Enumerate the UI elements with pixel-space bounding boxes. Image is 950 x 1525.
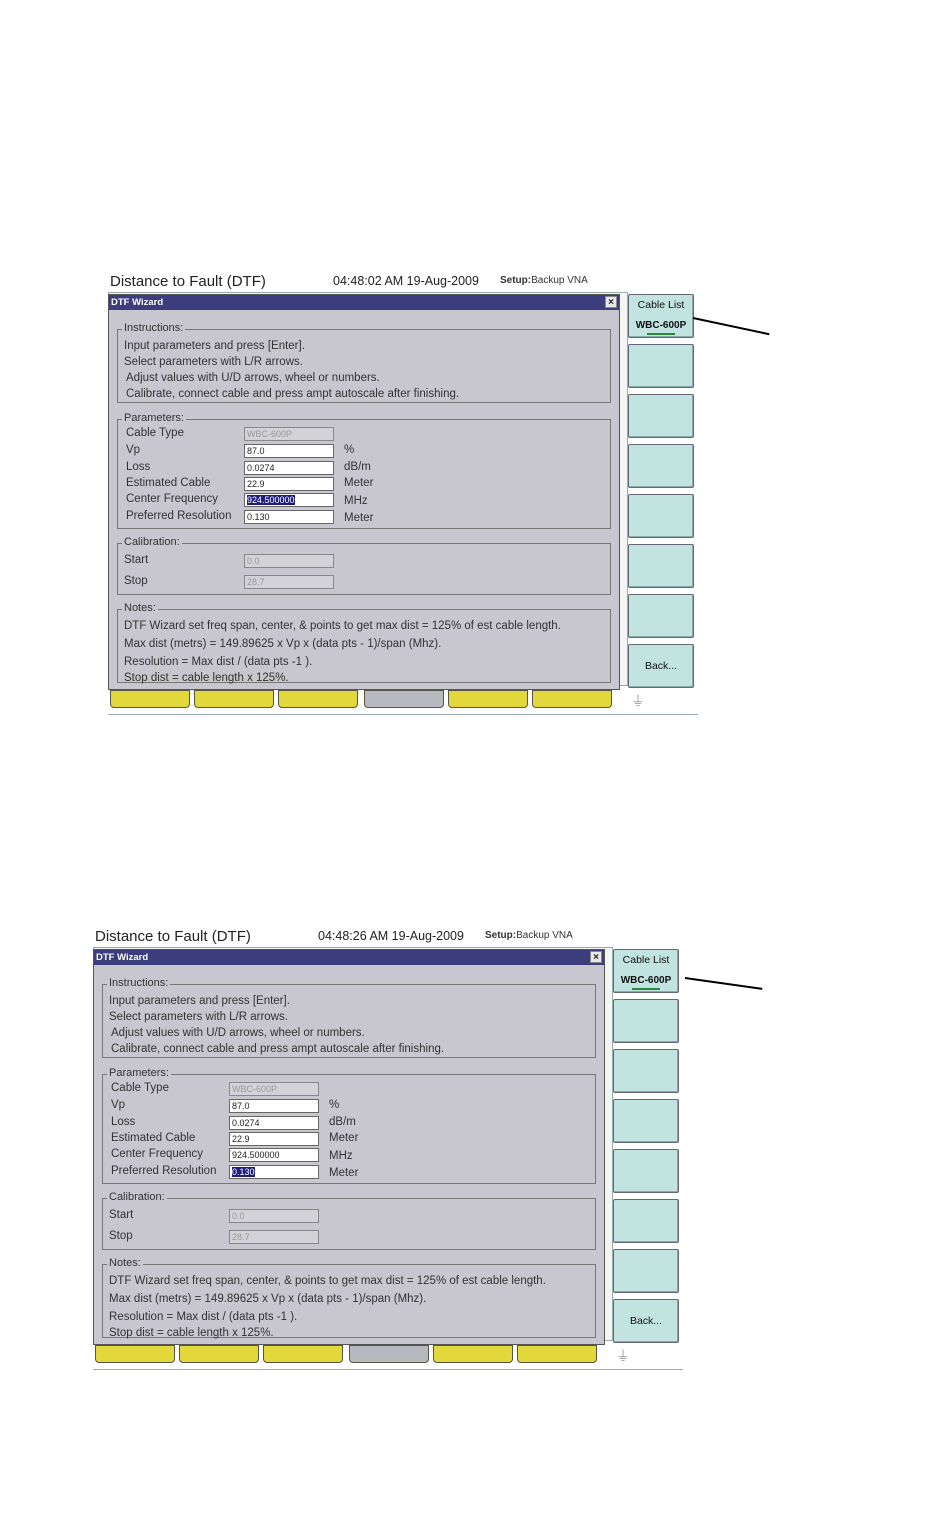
notes-label: Notes:: [109, 1257, 141, 1269]
center-frequency-field[interactable]: [229, 1148, 319, 1162]
softkey-3[interactable]: [613, 1049, 679, 1093]
preferred-resolution-field[interactable]: [244, 510, 334, 524]
field-value: WBC-600P: [247, 429, 293, 439]
setup-value: Backup VNA: [516, 930, 573, 941]
field-value: 87.0: [232, 1101, 250, 1111]
dialog-titlebar: [94, 950, 604, 965]
instruction-line: Adjust values with U/D arrows, wheel or numbers.: [126, 372, 380, 384]
estimated-cable-field[interactable]: [244, 477, 334, 491]
selection-underline: [647, 333, 675, 335]
instruction-line: Calibrate, connect cable and press ampt autoscale after finishing.: [111, 1043, 445, 1055]
bottom-menu-bar: [110, 690, 624, 710]
close-button[interactable]: ×: [605, 296, 617, 308]
calibration-label: Calibration:: [109, 1191, 165, 1203]
field-value: WBC-600P: [232, 1084, 278, 1094]
preferred-resolution-unit: Meter: [329, 1167, 359, 1179]
cal-label-stop: Stop: [124, 575, 148, 587]
notes-label: Notes:: [124, 602, 156, 614]
notes-group: [117, 602, 611, 684]
preferred-resolution-field[interactable]: [229, 1165, 319, 1179]
note-line: Resolution = Max dist / (data pts -1 ).: [109, 1311, 298, 1323]
cal-stop-field: [229, 1230, 319, 1244]
loss-field[interactable]: [244, 461, 334, 475]
cable-list-softkey[interactable]: [613, 949, 679, 993]
cable-list-softkey[interactable]: [628, 294, 694, 338]
calibration-group: [117, 536, 611, 595]
softkey-6[interactable]: [613, 1199, 679, 1243]
screen-2: [93, 925, 683, 1375]
cable-list-label: Cable List: [637, 299, 685, 311]
vp-unit: %: [344, 444, 355, 456]
preferred-resolution-unit: Meter: [344, 512, 374, 524]
softkey-3[interactable]: [628, 394, 694, 438]
param-label-cable-type: Cable Type: [126, 427, 184, 439]
center-frequency-unit: MHz: [329, 1150, 353, 1162]
setup-label: Setup:: [500, 275, 532, 286]
estimated-cable-unit: Meter: [344, 477, 374, 489]
bottom-menu-bar: [95, 1345, 609, 1365]
field-value: 0.0274: [232, 1118, 260, 1128]
cal-start-field: [244, 554, 334, 568]
setup-value: Backup VNA: [531, 275, 588, 286]
setup-label: Setup:: [485, 930, 517, 941]
menu-tab-1[interactable]: [110, 690, 190, 708]
instructions-group: [117, 322, 611, 403]
selection-underline: [632, 988, 660, 990]
instruction-line: Select parameters with L/R arrows.: [124, 356, 303, 368]
softkey-4[interactable]: [628, 444, 694, 488]
softkey-5[interactable]: [628, 494, 694, 538]
field-value: 0.0: [247, 556, 260, 566]
field-value: 924.500000: [232, 1150, 280, 1160]
field-value: 0.0: [232, 1211, 245, 1221]
instruction-line: Select parameters with L/R arrows.: [109, 1011, 288, 1023]
instruction-line: Adjust values with U/D arrows, wheel or numbers.: [111, 1027, 365, 1039]
power-plug-icon: ⏚: [631, 693, 645, 709]
menu-tab-3[interactable]: [263, 1345, 343, 1363]
center-frequency-unit: MHz: [344, 495, 368, 507]
instruction-line: Input parameters and press [Enter].: [124, 340, 305, 352]
menu-tab-5[interactable]: [448, 690, 528, 708]
notes-group: [102, 1257, 596, 1339]
setup-readout: [500, 275, 588, 286]
instructions-group: [102, 977, 596, 1058]
menu-tab-6[interactable]: [532, 690, 612, 708]
cal-label-stop: Stop: [109, 1230, 133, 1242]
callout-line-1: [693, 317, 770, 335]
note-line: Max dist (metrs) = 149.89625 x Vp x (data pts - 1)/span (Mhz).: [124, 638, 442, 650]
close-button[interactable]: ×: [590, 951, 602, 963]
instruction-line: Input parameters and press [Enter].: [109, 995, 290, 1007]
window-baseline: [108, 714, 698, 715]
menu-tab-2[interactable]: [179, 1345, 259, 1363]
calibration-group: [102, 1191, 596, 1250]
datetime-readout: 04:48:02 AM 19-Aug-2009: [333, 274, 479, 288]
parameters-label: Parameters:: [124, 412, 184, 424]
field-value: 22.9: [232, 1134, 250, 1144]
softkey-6[interactable]: [628, 544, 694, 588]
field-value: 28.7: [232, 1232, 250, 1242]
parameters-group: [102, 1067, 596, 1184]
dialog-titlebar: [109, 295, 619, 310]
dtf-wizard-dialog: [93, 949, 605, 1345]
field-value: 0.130: [247, 512, 270, 522]
field-value: 87.0: [247, 446, 265, 456]
field-value: 0.130: [232, 1167, 255, 1177]
back-softkey[interactable]: [628, 644, 694, 688]
dtf-wizard-dialog: [108, 294, 620, 690]
datetime-readout: 04:48:26 AM 19-Aug-2009: [318, 929, 464, 943]
loss-field[interactable]: [229, 1116, 319, 1130]
note-line: Stop dist = cable length x 125%.: [124, 672, 289, 684]
page-title: Distance to Fault (DTF): [110, 273, 266, 290]
param-label-cable-type: Cable Type: [111, 1082, 169, 1094]
estimated-cable-unit: Meter: [329, 1132, 359, 1144]
instructions-label: Instructions:: [109, 977, 169, 989]
note-line: Max dist (metrs) = 149.89625 x Vp x (data pts - 1)/span (Mhz).: [109, 1293, 427, 1305]
field-value: 0.0274: [247, 463, 275, 473]
softkey-4[interactable]: [613, 1099, 679, 1143]
calibration-label: Calibration:: [124, 536, 180, 548]
cal-stop-field: [244, 575, 334, 589]
field-value: 28.7: [247, 577, 265, 587]
field-value: 924.500000: [247, 495, 295, 505]
vp-field[interactable]: [229, 1099, 319, 1113]
param-label-estimated-cable: Estimated Cable: [111, 1132, 196, 1144]
cal-start-field: [229, 1209, 319, 1223]
param-label-center-frequency: Center Frequency: [126, 493, 219, 505]
parameters-group: [117, 412, 611, 529]
param-label-loss: Loss: [111, 1116, 136, 1128]
note-line: DTF Wizard set freq span, center, & points to get max dist = 125% of est cable length.: [109, 1275, 546, 1287]
cal-label-start: Start: [109, 1209, 134, 1221]
header-bar: [93, 925, 613, 949]
param-label-center-frequency: Center Frequency: [111, 1148, 204, 1160]
back-softkey[interactable]: [613, 1299, 679, 1343]
note-line: Resolution = Max dist / (data pts -1 ).: [124, 656, 313, 668]
header-bar: [108, 270, 628, 294]
menu-tab-5[interactable]: [433, 1345, 513, 1363]
vp-unit: %: [329, 1099, 340, 1111]
param-label-loss: Loss: [126, 461, 151, 473]
power-plug-icon: ⏚: [616, 1348, 630, 1364]
menu-tab-4[interactable]: [364, 690, 444, 708]
menu-tab-1[interactable]: [95, 1345, 175, 1363]
cable-type-field: [244, 427, 334, 441]
note-line: Stop dist = cable length x 125%.: [109, 1327, 274, 1339]
callout-line-2: [685, 977, 763, 990]
field-value: 22.9: [247, 479, 265, 489]
vp-field[interactable]: [244, 444, 334, 458]
screen-1: [108, 270, 698, 720]
softkey-7[interactable]: [628, 594, 694, 638]
back-label: Back...: [644, 660, 678, 672]
menu-tab-4[interactable]: [349, 1345, 429, 1363]
softkey-2[interactable]: [613, 999, 679, 1043]
dialog-title: DTF Wizard: [96, 952, 149, 963]
menu-tab-6[interactable]: [517, 1345, 597, 1363]
cable-list-label: Cable List: [622, 954, 670, 966]
instruction-line: Calibrate, connect cable and press ampt autoscale after finishing.: [126, 388, 460, 400]
estimated-cable-field[interactable]: [229, 1132, 319, 1146]
instructions-label: Instructions:: [124, 322, 184, 334]
softkey-5[interactable]: [613, 1149, 679, 1193]
note-line: DTF Wizard set freq span, center, & points to get max dist = 125% of est cable length.: [124, 620, 561, 632]
page-title: Distance to Fault (DTF): [95, 928, 251, 945]
param-label-vp: Vp: [126, 444, 141, 456]
window-baseline: [93, 1369, 683, 1370]
center-frequency-field[interactable]: [244, 493, 334, 507]
param-label-estimated-cable: Estimated Cable: [126, 477, 211, 489]
softkey-7[interactable]: [613, 1249, 679, 1293]
param-label-preferred-resolution: Preferred Resolution: [126, 510, 232, 522]
cal-label-start: Start: [124, 554, 149, 566]
loss-unit: dB/m: [329, 1116, 356, 1128]
cable-type-field: [229, 1082, 319, 1096]
setup-readout: [485, 930, 573, 941]
softkey-2[interactable]: [628, 344, 694, 388]
parameters-label: Parameters:: [109, 1067, 169, 1079]
param-label-vp: Vp: [111, 1099, 126, 1111]
dialog-title: DTF Wizard: [111, 297, 164, 308]
back-label: Back...: [629, 1315, 663, 1327]
menu-tab-3[interactable]: [278, 690, 358, 708]
cable-list-value: WBC-600P: [620, 975, 672, 986]
menu-tab-2[interactable]: [194, 690, 274, 708]
cable-list-value: WBC-600P: [635, 320, 687, 331]
param-label-preferred-resolution: Preferred Resolution: [111, 1165, 217, 1177]
loss-unit: dB/m: [344, 461, 371, 473]
